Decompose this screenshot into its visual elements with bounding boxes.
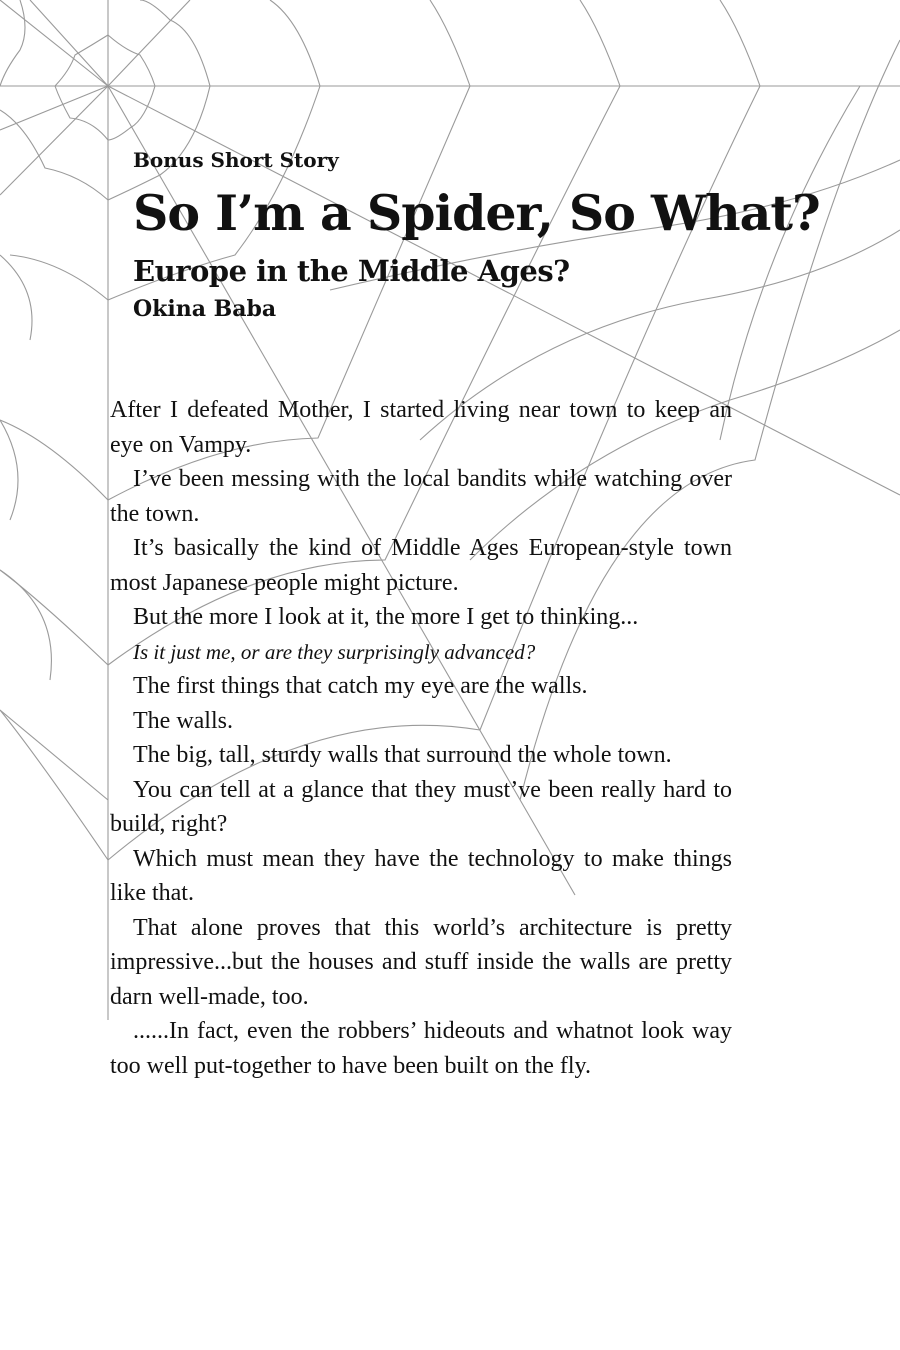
paragraph: You can tell at a glance that they must’ve been really hard to build, right? xyxy=(110,776,732,837)
story-subtitle: Europe in the Middle Ages? xyxy=(133,254,570,288)
paragraph: After I defeated Mother, I started living near town to keep an eye on Vampy. xyxy=(110,397,732,458)
story-body xyxy=(110,393,732,1083)
paragraph: But the more I look at it, the more I get to thinking... xyxy=(133,604,639,630)
paragraph: I’ve been messing with the local bandits while watching over the town. xyxy=(110,466,732,527)
story-title: So I’m a Spider, So What? xyxy=(133,184,820,242)
kicker-label: Bonus Short Story xyxy=(133,148,339,172)
paragraph: The first things that catch my eye are the walls. xyxy=(133,673,588,699)
paragraph: That alone proves that this world’s architecture is pretty impressive...but the houses and stuff inside the walls are pretty darn well-made, too. xyxy=(110,914,732,1010)
author-name: Okina Baba xyxy=(133,296,277,322)
paragraph: The walls. xyxy=(133,707,233,734)
paragraph: It’s basically the kind of Middle Ages European-style town most Japanese people might picture. xyxy=(110,535,732,596)
paragraph: The big, tall, sturdy walls that surround the whole town. xyxy=(133,742,672,768)
paragraph: ......In fact, even the robbers’ hideouts and whatnot look way too well put-together to have been built on the fly. xyxy=(110,1018,732,1079)
paragraph: Which must mean they have the technology to make things like that. xyxy=(110,845,732,906)
italic-thought: Is it just me, or are they surprisingly advanced? xyxy=(133,639,536,664)
